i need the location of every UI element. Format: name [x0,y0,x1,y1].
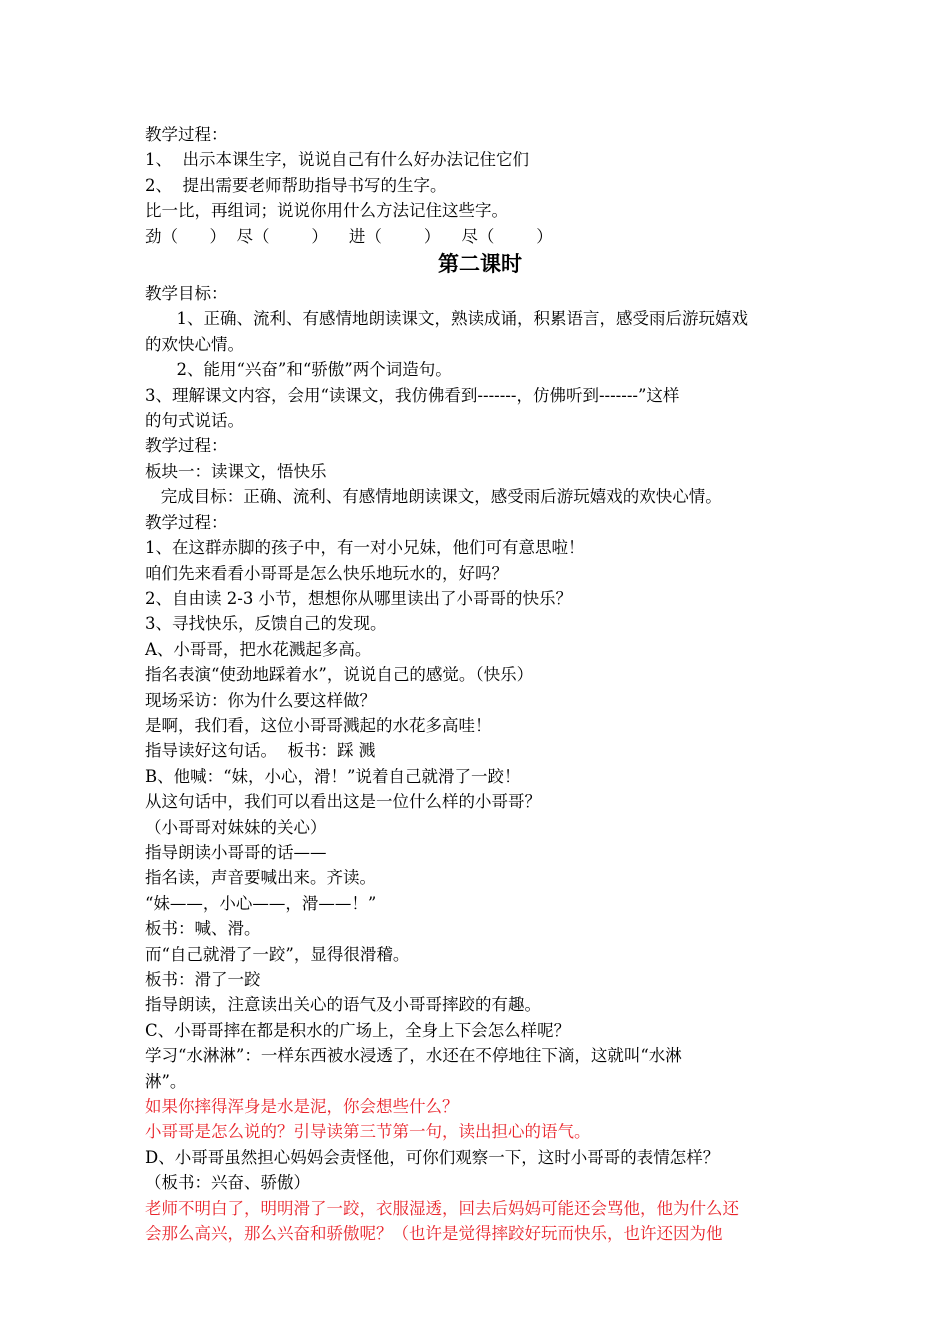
text-line: 咱们先来看看小哥哥是怎么快乐地玩水的，好吗？ [145,563,508,583]
text-line: D、小哥哥虽然担心妈妈会责怪他，可你们观察一下，这时小哥哥的表情怎样？ [145,1147,720,1167]
text-line: （小哥哥对妹妹的关心） [145,817,327,837]
text-line: 教学过程： [145,125,228,144]
text-line: 比一比，再组词；说说你用什么方法记住这些字。 [145,201,508,221]
text-line: 1、在这群赤脚的孩子中，有一对小兄妹，他们可有意思啦！ [145,538,585,558]
text-line: 现场采访：你为什么要这样做？ [145,690,376,710]
text-line: 教学过程： [145,436,228,456]
text-line: 劲（ ） 尽（ ） 进（ ） 尽（ ） [145,226,553,246]
text-line: （板书：兴奋、骄傲） [145,1173,310,1193]
text-line: 板书：滑了一跤 [145,970,261,989]
text-line: 2、 提出需要老师帮助指导书写的生字。 [145,175,447,195]
text-line: 教学目标： [145,284,228,304]
section-title: 第二课时 [438,252,522,277]
text-line: 学习“水淋淋”：一样东西被水浸透了，水还在不停地往下滴，这就叫“水淋 [145,1046,682,1066]
text-line: 指导读好这句话。 板书：踩 溅 [145,741,376,761]
text-line: 的句式说话。 [145,411,244,431]
lesson-one-process [145,122,815,249]
text-line: 小哥哥是怎么说的？引导读第三节第一句，读出担心的语气。 [145,1122,591,1142]
text-line: 老师不明白了，明明滑了一跤，衣服湿透，回去后妈妈可能还会骂他，他为什么还 [145,1198,739,1218]
text-line: 指导朗读小哥哥的话—— [145,842,327,862]
text-line: B、他喊：“妹，小心，滑！”说着自己就滑了一跤！ [145,766,521,786]
text-line: “妹——，小心——，滑——！” [145,893,377,913]
document-body [145,122,815,1246]
text-line: C、小哥哥摔在都是积水的广场上，全身上下会怎么样呢？ [145,1020,571,1040]
text-line: 1、 出示本课生字，说说自己有什么好办法记住它们 [145,150,529,170]
text-line: 是啊，我们看，这位小哥哥溅起的水花多高哇！ [145,715,492,735]
text-line: 板书：喊、滑。 [145,919,261,939]
text-line: 指导朗读，注意读出关心的语气及小哥哥摔跤的有趣。 [145,995,541,1015]
text-line: 2、自由读 2-3 小节，想想你从哪里读出了小哥哥的快乐？ [145,588,573,608]
text-line: 3、理解课文内容，会用“读课文，我仿佛看到-------，仿佛听到-------”这样 [145,385,680,405]
text-line: 淋”。 [145,1071,187,1091]
text-line: 3、寻找快乐，反馈自己的发现。 [145,614,387,634]
text-line: 2、能用“兴奋”和“骄傲”两个词造句。 [145,360,452,380]
text-line: A、小哥哥，把水花溅起多高。 [145,639,372,659]
text-line: 的欢快心情。 [145,334,244,354]
text-line: 指名读，声音要喊出来。齐读。 [145,868,376,888]
text-line: 完成目标：正确、流利、有感情地朗读课文，感受雨后游玩嬉戏的欢快心情。 [145,487,722,507]
text-line: 而“自己就滑了一跤”，显得很滑稽。 [145,944,410,964]
text-line: 如果你摔得浑身是水是泥，你会想些什么？ [145,1097,459,1117]
text-line: 从这句话中，我们可以看出这是一位什么样的小哥哥？ [145,792,541,812]
text-line: 指名表演“使劲地踩着水”，说说自己的感觉。（快乐） [145,665,534,685]
lesson-two-content [145,281,815,1246]
text-line: 教学过程： [145,512,228,532]
text-line: 会那么高兴，那么兴奋和骄傲呢？（也许是觉得摔跤好玩而快乐，也许还因为他 [145,1224,723,1244]
text-line: 1、正确、流利、有感情地朗读课文，熟读成诵，积累语言，感受雨后游玩嬉戏 [145,309,748,329]
text-line: 板块一：读课文，悟快乐 [145,461,327,481]
